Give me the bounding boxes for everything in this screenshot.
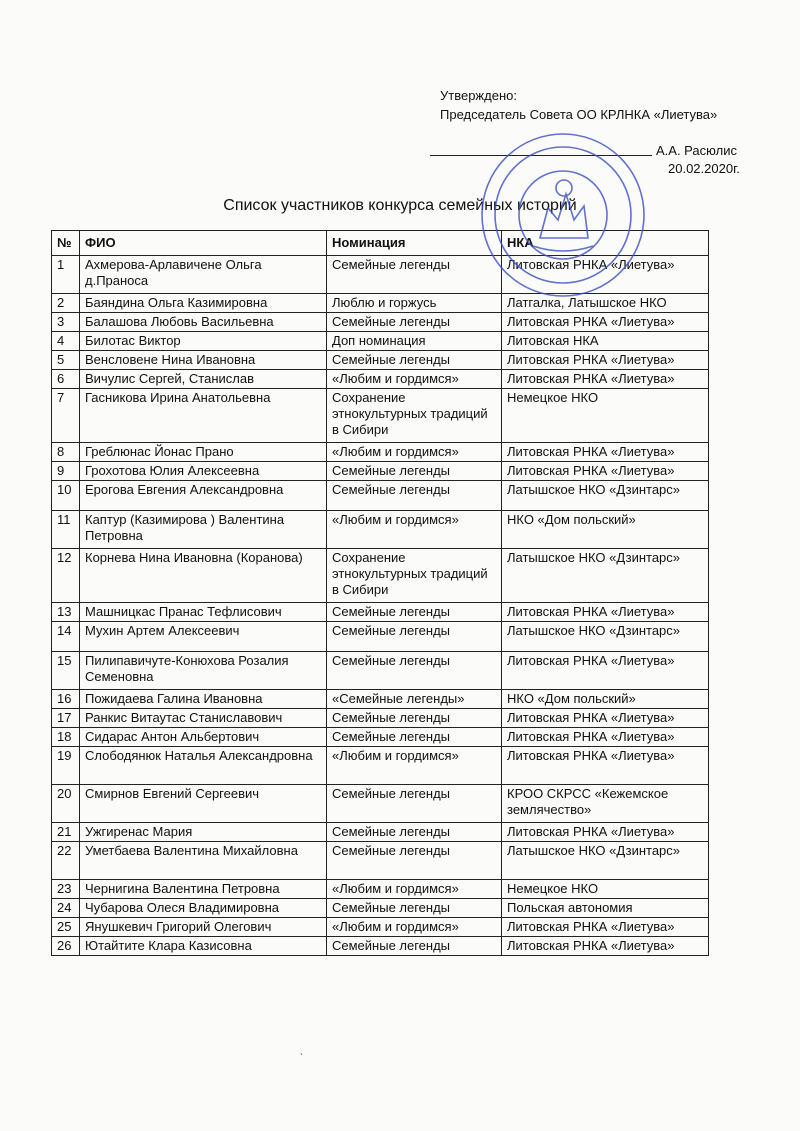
nomination-cell: Семейные легенды: [327, 937, 502, 956]
organization-cell: Литовская РНКА «Лиетува»: [502, 351, 709, 370]
header-number: №: [52, 231, 80, 256]
table-row: [52, 728, 709, 747]
table-row: [52, 443, 709, 462]
nomination-cell: «Любим и гордимся»: [327, 880, 502, 899]
organization-cell: Латышское НКО «Дзинтарс»: [502, 549, 709, 603]
nomination-cell: Семейные легенды: [327, 462, 502, 481]
row-number: 19: [52, 747, 80, 785]
row-number: 2: [52, 294, 80, 313]
nomination-cell: Семейные легенды: [327, 622, 502, 652]
table-row: [52, 690, 709, 709]
row-number: 22: [52, 842, 80, 880]
approval-block: [440, 86, 717, 124]
nomination-cell: «Любим и гордимся»: [327, 918, 502, 937]
table-body: [52, 256, 709, 956]
participant-name: Сидарас Антон Альбертович: [80, 728, 327, 747]
table-row: [52, 747, 709, 785]
approval-label: Утверждено:: [440, 88, 517, 103]
table-row: [52, 332, 709, 351]
participant-name: Ютайтите Клара Казисовна: [80, 937, 327, 956]
organization-cell: НКО «Дом польский»: [502, 690, 709, 709]
table-row: [52, 823, 709, 842]
row-number: 20: [52, 785, 80, 823]
row-number: 24: [52, 899, 80, 918]
row-number: 6: [52, 370, 80, 389]
participant-name: Корнева Нина Ивановна (Коранова): [80, 549, 327, 603]
nomination-cell: Семейные легенды: [327, 603, 502, 622]
participant-name: Машницкас Пранас Тефлисович: [80, 603, 327, 622]
participant-name: Ранкис Витаутас Станиславович: [80, 709, 327, 728]
row-number: 23: [52, 880, 80, 899]
table-row: [52, 294, 709, 313]
participant-name: Вичулис Сергей, Станислав: [80, 370, 327, 389]
nomination-cell: Семейные легенды: [327, 351, 502, 370]
organization-cell: Немецкое НКО: [502, 880, 709, 899]
participant-name: Ахмерова-Арлавичене Ольга д.Праноса: [80, 256, 327, 294]
nomination-cell: «Любим и гордимся»: [327, 511, 502, 549]
row-number: 25: [52, 918, 80, 937]
participant-name: Грохотова Юлия Алексеевна: [80, 462, 327, 481]
header-organization: НКА: [502, 231, 709, 256]
organization-cell: Литовская РНКА «Лиетува»: [502, 937, 709, 956]
table-row: [52, 511, 709, 549]
table-row: [52, 880, 709, 899]
row-number: 14: [52, 622, 80, 652]
organization-cell: Литовская РНКА «Лиетува»: [502, 652, 709, 690]
approval-date: 20.02.2020г.: [668, 161, 740, 176]
row-number: 7: [52, 389, 80, 443]
nomination-cell: «Любим и гордимся»: [327, 747, 502, 785]
organization-cell: НКО «Дом польский»: [502, 511, 709, 549]
organization-cell: Литовская РНКА «Лиетува»: [502, 370, 709, 389]
row-number: 1: [52, 256, 80, 294]
nomination-cell: «Любим и гордимся»: [327, 370, 502, 389]
table-row: [52, 389, 709, 443]
table-row: [52, 313, 709, 332]
participant-name: Греблюнас Йонас Прано: [80, 443, 327, 462]
organization-cell: Литовская РНКА «Лиетува»: [502, 443, 709, 462]
row-number: 9: [52, 462, 80, 481]
nomination-cell: Доп номинация: [327, 332, 502, 351]
header-name: ФИО: [80, 231, 327, 256]
participant-name: Уметбаева Валентина Михайловна: [80, 842, 327, 880]
organization-cell: КРОО СКРСС «Кежемское землячество»: [502, 785, 709, 823]
table-row: [52, 842, 709, 880]
organization-cell: Литовская РНКА «Лиетува»: [502, 709, 709, 728]
table-row: [52, 549, 709, 603]
organization-cell: Латышское НКО «Дзинтарс»: [502, 481, 709, 511]
participant-name: Ерогова Евгения Александровна: [80, 481, 327, 511]
organization-cell: Литовская РНКА «Лиетува»: [502, 603, 709, 622]
organization-cell: Литовская РНКА «Лиетува»: [502, 728, 709, 747]
row-number: 8: [52, 443, 80, 462]
organization-cell: Литовская РНКА «Лиетува»: [502, 823, 709, 842]
row-number: 4: [52, 332, 80, 351]
header-nomination: Номинация: [327, 231, 502, 256]
table-row: [52, 462, 709, 481]
nomination-cell: Семейные легенды: [327, 842, 502, 880]
nomination-cell: Семейные легенды: [327, 652, 502, 690]
nomination-cell: «Семейные легенды»: [327, 690, 502, 709]
row-number: 21: [52, 823, 80, 842]
table-header-row: [52, 231, 709, 256]
organization-cell: Литовская РНКА «Лиетува»: [502, 462, 709, 481]
participant-name: Янушкевич Григорий Олегович: [80, 918, 327, 937]
organization-cell: Литовская РНКА «Лиетува»: [502, 313, 709, 332]
row-number: 17: [52, 709, 80, 728]
nomination-cell: Семейные легенды: [327, 313, 502, 332]
document-title: Список участников конкурса семейных историй: [223, 197, 577, 214]
organization-cell: Польская автономия: [502, 899, 709, 918]
organization-cell: Литовская РНКА «Лиетува»: [502, 256, 709, 294]
table-row: [52, 622, 709, 652]
participant-name: Балашова Любовь Васильевна: [80, 313, 327, 332]
table-row: [52, 256, 709, 294]
row-number: 11: [52, 511, 80, 549]
organization-cell: Латышское НКО «Дзинтарс»: [502, 842, 709, 880]
participant-name: Гасникова Ирина Анатольевна: [80, 389, 327, 443]
participant-name: Смирнов Евгений Сергеевич: [80, 785, 327, 823]
participant-name: Чубарова Олеся Владимировна: [80, 899, 327, 918]
organization-cell: Немецкое НКО: [502, 389, 709, 443]
nomination-cell: Семейные легенды: [327, 481, 502, 511]
organization-cell: Литовская РНКА «Лиетува»: [502, 747, 709, 785]
table-row: [52, 370, 709, 389]
nomination-cell: Семейные легенды: [327, 823, 502, 842]
participant-name: Ужгиренас Мария: [80, 823, 327, 842]
participants-table: [51, 230, 709, 956]
table-row: [52, 785, 709, 823]
participant-name: Баяндина Ольга Казимировна: [80, 294, 327, 313]
nomination-cell: Семейные легенды: [327, 899, 502, 918]
row-number: 18: [52, 728, 80, 747]
signer-name: А.А. Расюлис: [656, 143, 737, 158]
approval-position: Председатель Совета ОО КРЛНКА «Лиетува»: [440, 107, 718, 122]
nomination-cell: Люблю и горжусь: [327, 294, 502, 313]
signature-line: [430, 155, 652, 156]
table-row: [52, 899, 709, 918]
row-number: 12: [52, 549, 80, 603]
scan-mark: ˎ: [300, 1045, 304, 1056]
nomination-cell: Сохранение этнокультурных традиций в Сибири: [327, 549, 502, 603]
table-row: [52, 709, 709, 728]
nomination-cell: Семейные легенды: [327, 256, 502, 294]
table-row: [52, 937, 709, 956]
participant-name: Каптур (Казимирова ) Валентина Петровна: [80, 511, 327, 549]
row-number: 10: [52, 481, 80, 511]
table-row: [52, 481, 709, 511]
participant-name: Пилипавичуте-Конюхова Розалия Семеновна: [80, 652, 327, 690]
organization-cell: Литовская НКА: [502, 332, 709, 351]
row-number: 3: [52, 313, 80, 332]
row-number: 15: [52, 652, 80, 690]
participant-name: Венсловене Нина Ивановна: [80, 351, 327, 370]
organization-cell: Литовская РНКА «Лиетува»: [502, 918, 709, 937]
participant-name: Мухин Артем Алексеевич: [80, 622, 327, 652]
row-number: 26: [52, 937, 80, 956]
table-row: [52, 918, 709, 937]
row-number: 16: [52, 690, 80, 709]
table-row: [52, 603, 709, 622]
participant-name: Слободянюк Наталья Александровна: [80, 747, 327, 785]
participant-name: Пожидаева Галина Ивановна: [80, 690, 327, 709]
nomination-cell: Семейные легенды: [327, 728, 502, 747]
nomination-cell: Семейные легенды: [327, 785, 502, 823]
nomination-cell: Семейные легенды: [327, 709, 502, 728]
table-row: [52, 351, 709, 370]
organization-cell: Латгалка, Латышское НКО: [502, 294, 709, 313]
nomination-cell: Сохранение этнокультурных традиций в Сибири: [327, 389, 502, 443]
participant-name: Чернигина Валентина Петровна: [80, 880, 327, 899]
row-number: 13: [52, 603, 80, 622]
nomination-cell: «Любим и гордимся»: [327, 443, 502, 462]
table-row: [52, 652, 709, 690]
organization-cell: Латышское НКО «Дзинтарс»: [502, 622, 709, 652]
row-number: 5: [52, 351, 80, 370]
participant-name: Билотас Виктор: [80, 332, 327, 351]
